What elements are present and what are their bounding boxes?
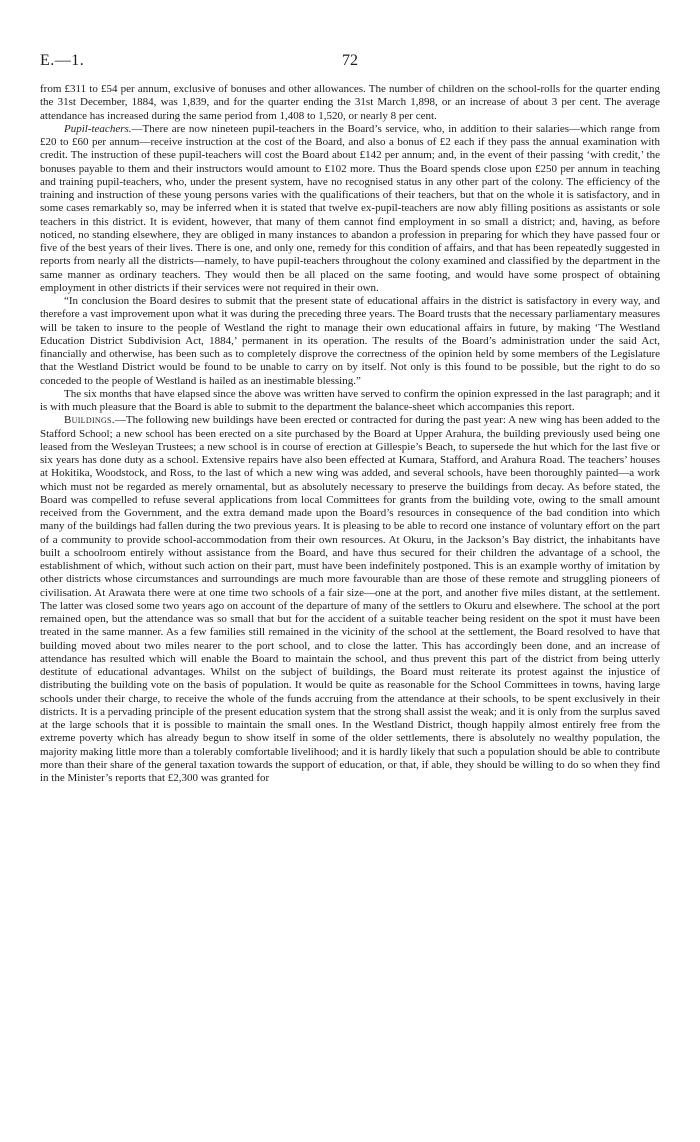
paragraph-buildings	[40, 414, 660, 785]
paragraph-text: —There are now nineteen pupil-teachers in the Board’s service, who, in addition to their salaries—which range from £20 to £60 per annum—receive instruction at the cost of the Board, and also a bonus of £2 each if they pass the annual examination with credit. The instruction of these pupil-teachers will cost the Board about £142 per annum; and, in the event of their passing ‘with credit,’ the bonuses payable to them and their instructors would amount to £102 more. Thus the Board spends close upon £250 per annum in teaching and training pupil-teachers, who, under the present system, have no recognised status in any other part of the colony. The efficiency of the training and instruction of these young persons varies with the qualifications of their teachers, but that on the whole it is satisfactory, and in some cases remarkably so, may be inferred when it is stated that twelve ex-pupil-teachers are now ably filling positions as assistants or sole teachers in this district. It is evident, however, that many of them cannot find employment in so small a district; and, having, as before noticed, no standing elsewhere, they are obliged in many instances to abandon a profession in preparing for which they have passed four or five of the best years of their lives. There is one, and only one, remedy for this condition of affairs, and that has been repeatedly suggested in reports from nearly all the districts—namely, to have pupil-teachers throughout the colony examined and classified by the department in the same manner as ordinary teachers. They would then be all placed on the same footing, and would have some prospect of obtaining employment in other districts if their services were not required in their own.	[40, 122, 660, 294]
paragraph-text: —The following new buildings have been erected or contracted for during the past year: A new wing has been added to the Stafford School; a new school has been erected on a site purchased by the Board at Upper Arahura, the building previously used being one leased from the Wesleyan Trustees; a new school is in course of erection at Gillespie’s Beach, to supersede the hut which for the last five or six years has done duty as a school. Extensive repairs have also been effected at Kumara, Stafford, and Arahura Road. The teachers’ houses at Hokitika, Woodstock, and Ross, to the last of which a new wing was added, and several schools, have been thoroughly painted—a work which must not be regarded as merely ornamental, but as absolutely necessary to preserve the buildings from decay. As before stated, the Board was compelled to refuse several applications from local Committees for grants from the building vote, owing to the small amount received from the Government, and the extra demand made upon the Board’s resources in consequence of the bad condition into which many of the buildings had fallen during the two previous years. It is pleasing to be able to record one instance of voluntary effort on the part of a community to provide school-accommodation from their own resources. At Okuru, in the Jackson’s Bay district, the inhabitants have built a schoolroom entirely without assistance from the Board, and have thus secured for their children the advantage of a school, the establishment of which, without such action on their part, must have been indefinitely postponed. This is an example worthy of imitation by other districts whose circumstances and surroundings are much more favourable than are those of these remote and struggling pioneers of civilisation. At Arawata there were at one time two schools of a fair size—one at the port, and another five miles distant, at the settlement. The latter was closed some two years ago on account of the departure of many of the settlers to Okuru and elsewhere. The school at the port remained open, but the attendance was so small that but for the accident of a suitable teacher being resident on the spot it must have been treated in the same manner. As a few families still remained in the vicinity of the school at the settlement, the Board resolved to have that building moved about two miles nearer to the port school, and to close the latter. This has accordingly been done, and an increase of attendance has resulted which will enable the Board to maintain the school, and thus prevent this part of the district from being utterly destitute of educational advantages. Whilst on the subject of buildings, the Board must reiterate its protest against the injustice of distributing the building vote on the basis of population. It would be quite as reasonable for the School Committees in towns, having large schools under their charge, to receive the whole of the funds accruing from the attendance at their schools, to be spent exclusively in their districts. It is a pervading principle of the present education system that the strong shall assist the weak; and it is only from the surplus saved at the large schools that it is possible to maintain the small ones. In the Westland District, though happily almost entirely free from the extreme poverty which has already begun to show itself in some of the older settlements, there is absolutely no wealthy population, the majority making little more than a tolerably comfortable livelihood; and it is hardly likely that such a population should be able to contribute more than their share of the general taxation towards the support of education, or that, if able, they should be willing to do so when they find in the Minister’s reports that £2,300 was granted for	[40, 414, 660, 784]
paragraph-six-months	[40, 388, 660, 415]
paragraph-heading: Pupil-teachers.	[64, 122, 132, 135]
paragraph-continuation	[40, 83, 660, 123]
page-header	[40, 52, 660, 76]
paragraph-text: from £311 to £54 per annum, exclusive of bonuses and other allowances. The number of children on the school-rolls for the quarter ending the 31st December, 1884, was 1,839, and for the quarter ending the 31st March 1,898, or an increase of about 3 per cent. The average attendance has increased during the same period from 1,408 to 1,520, or nearly 8 per cent.	[40, 83, 660, 122]
paragraph-text: The six months that have elapsed since the above was written have served to confirm the opinion expressed in the last paragraph; and it is with much pleasure that the Board is able to submit to the department the balance-sheet which accompanies this report.	[40, 387, 660, 413]
paragraph-conclusion-quote	[40, 295, 660, 388]
page-number: 72	[342, 52, 358, 69]
document-code: E.—1.	[40, 52, 85, 69]
paragraph-heading: Buildings.	[64, 414, 115, 427]
paragraph-pupil-teachers	[40, 123, 660, 295]
paragraph-text: “In conclusion the Board desires to submit that the present state of educational affairs in the district is satisfactory in every way, and therefore a vast improvement upon what it was during the preceding three years. The Board trusts that the necessary parliamentary measures will be taken to insure to the people of Westland the right to manage their own educational affairs in future, by making ‘The Westland Education District Subdivision Act, 1884,’ permanent in its operation. The results of the Board’s administration under the said Act, financially and otherwise, has been such as to completely disprove the correctness of the opinion held by some members of the Legislature that the Westland District would be found to be unable to carry on by itself. Not only is this found to be possible, but the right to do so conceded to the people of Westland is hailed as an inestimable blessing.”	[40, 295, 660, 387]
body-text	[40, 83, 660, 785]
